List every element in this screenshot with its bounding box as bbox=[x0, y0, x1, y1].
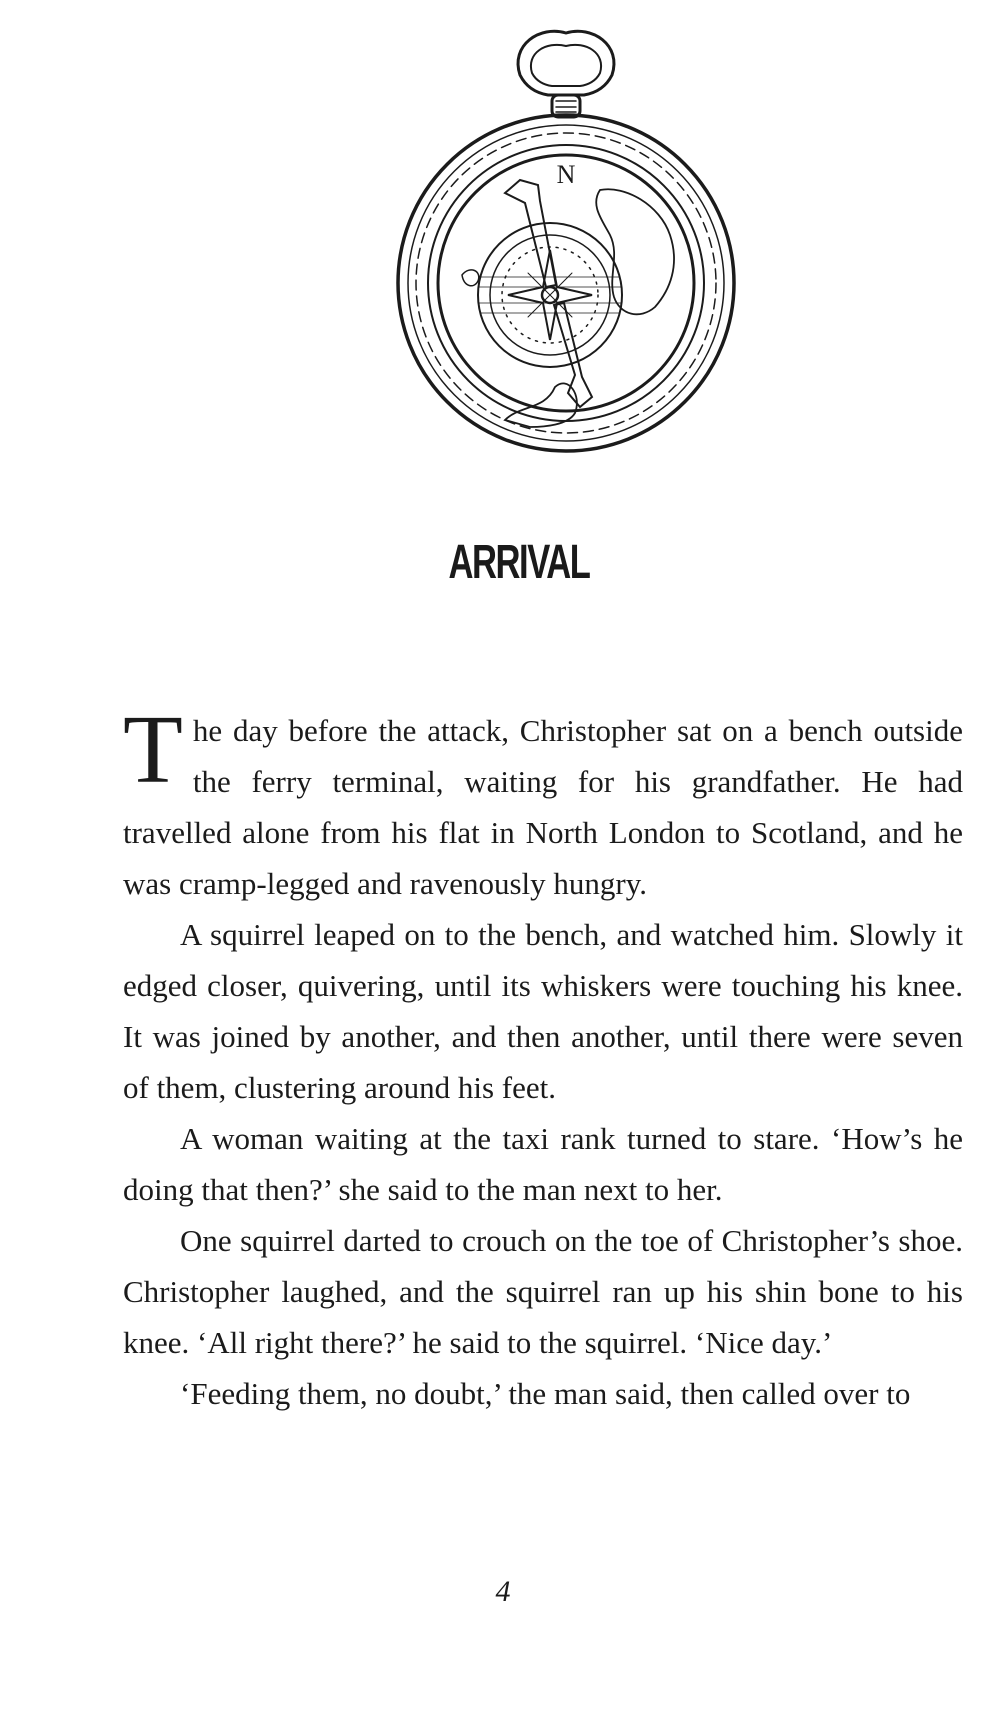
drop-cap: T bbox=[123, 696, 183, 804]
chapter-body bbox=[123, 696, 963, 1419]
chapter-title: ARRIVAL bbox=[448, 536, 590, 589]
paragraph: A squirrel leaped on to the bench, and watched him. Slowly it edged closer, quivering, until its whiskers were touching his knee. It was joined by another, and then another, until there were seven of them, clustering around his feet. bbox=[123, 917, 963, 1105]
paragraph bbox=[123, 696, 963, 909]
compass-north-letter: N bbox=[556, 160, 576, 189]
paragraph: ‘Feeding them, no doubt,’ the man said, then called over to bbox=[180, 1376, 911, 1411]
page-number: 4 bbox=[495, 1575, 511, 1608]
paragraph: A woman waiting at the taxi rank turned to stare. ‘How’s he doing that then?’ she said to the man next to her. bbox=[123, 1121, 963, 1207]
paragraph: One squirrel darted to crouch on the toe of Christopher’s shoe. Christopher laughed, and the squirrel ran up his shin bone to his knee. ‘All right there?’ he said to the squirrel. ‘Nice day.’ bbox=[123, 1223, 963, 1360]
paragraph-text: he day before the attack, Christopher sat on a bench outside the ferry terminal, waiting for his grandfather. He had travelled alone from his flat in North London to Scotland, and he was cramp-legged and ravenously hungry. bbox=[123, 713, 963, 901]
pocket-compass-icon bbox=[370, 15, 762, 515]
